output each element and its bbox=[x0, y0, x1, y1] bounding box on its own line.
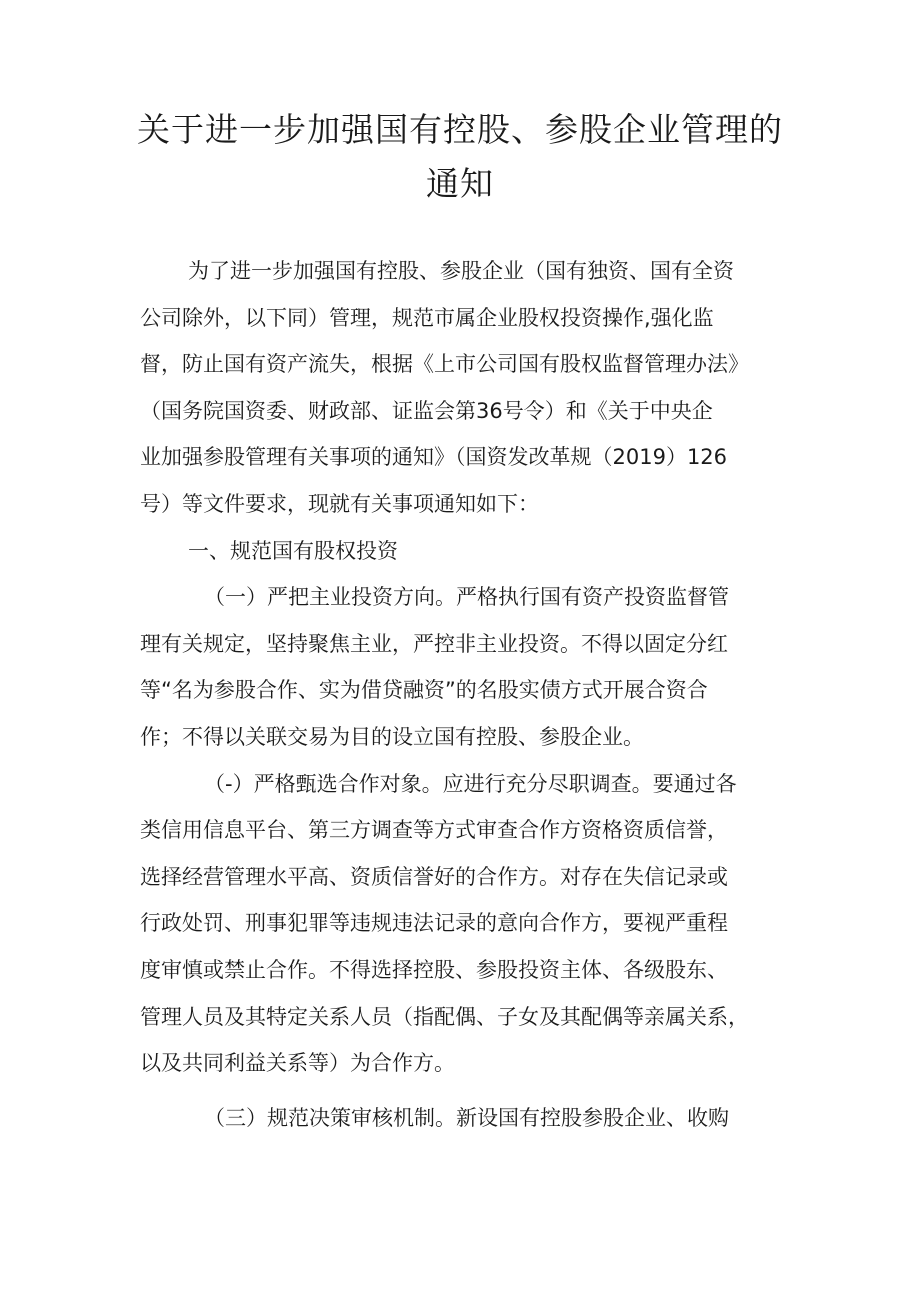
section-heading: 一、规范国有股权投资 bbox=[188, 538, 398, 563]
paragraph-line: 选择经营管理水平高、资质信誉好的合作方。对存在失信记录或 bbox=[140, 864, 728, 889]
paragraph-line: （-）严格甄选合作对象。应进行充分尽职调查。要通过各 bbox=[204, 771, 737, 796]
paragraph-line: （国务院国资委、财政部、证监会第36号令）和《关于中央企 bbox=[140, 398, 713, 423]
paragraph-line: 号）等文件要求，现就有关事项通知如下： bbox=[140, 491, 539, 516]
paragraph-line: （一）严把主业投资方向。严格执行国有资产投资监督管 bbox=[204, 585, 729, 610]
paragraph-line: 类信用信息平台、第三方调查等方式审查合作方资格资质信誉， bbox=[140, 818, 728, 843]
paragraph-line: 行政处罚、刑事犯罪等违规违法记录的意向合作方，要视严重程 bbox=[140, 911, 728, 936]
document-title bbox=[120, 103, 800, 211]
paragraph-line: 等“名为参股合作、实为借贷融资”的名股实债方式开展合资合 bbox=[140, 678, 708, 703]
paragraph-line: 业加强参股管理有关事项的通知》（国资发改革规（2019）126 bbox=[140, 445, 728, 470]
paragraph-line: （三）规范决策审核机制。新设国有控股参股企业、收购 bbox=[204, 1105, 729, 1130]
paragraph-line: 作；不得以关联交易为目的设立国有控股、参股企业。 bbox=[140, 724, 644, 749]
paragraph-line: 以及共同利益关系等）为合作方。 bbox=[140, 1051, 455, 1076]
document-body bbox=[140, 248, 800, 1141]
paragraph-line: 为了进一步加强国有控股、参股企业（国有独资、国有全资 bbox=[188, 259, 734, 283]
paragraph-line: 度审慎或禁止合作。不得选择控股、参股投资主体、各级股东、 bbox=[140, 957, 728, 982]
paragraph-line: 督，防止国有资产流失，根据《上市公司国有股权监督管理办法》 bbox=[140, 352, 749, 377]
paragraph-line: 理有关规定，坚持聚焦主业，严控非主业投资。不得以固定分红 bbox=[140, 631, 728, 656]
paragraph-line: 公司除外，以下同）管理，规范市属企业股权投资操作,强化监 bbox=[140, 305, 714, 330]
title-line-1: 关于进一步加强国有控股、参股企业管理的 bbox=[137, 110, 783, 149]
paragraph-line: 管理人员及其特定关系人员（指配偶、子女及其配偶等亲属关系， bbox=[140, 1004, 749, 1029]
title-line-2: 通知 bbox=[426, 164, 494, 203]
